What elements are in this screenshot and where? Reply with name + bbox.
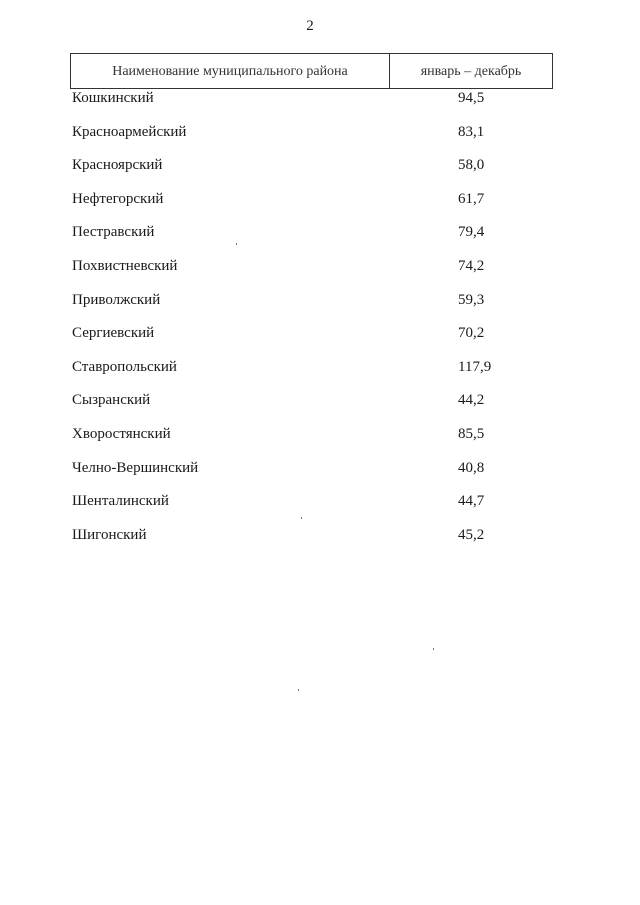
district-value: 83,1 — [458, 123, 485, 140]
district-name: Сызранский — [72, 392, 151, 409]
district-name: Шигонский — [72, 526, 147, 543]
district-value: 40,8 — [458, 459, 485, 476]
table-row — [72, 288, 552, 322]
district-name: Хворостянский — [72, 425, 171, 442]
table-row — [72, 456, 552, 490]
district-value: 45,2 — [458, 526, 485, 543]
district-name: Красноармейский — [72, 123, 187, 140]
district-value: 61,7 — [458, 190, 485, 207]
table-row — [72, 321, 552, 355]
district-value: 117,9 — [458, 358, 492, 375]
table-body — [72, 86, 552, 556]
table-row — [72, 489, 552, 523]
scan-speck — [236, 243, 237, 245]
district-value: 70,2 — [458, 325, 485, 342]
district-name: Сергиевский — [72, 325, 155, 342]
table-row — [72, 120, 552, 154]
district-value: 44,2 — [458, 392, 485, 409]
district-name: Красноярский — [72, 157, 163, 174]
table-row — [72, 220, 552, 254]
table-row — [72, 355, 552, 389]
scan-speck — [298, 689, 299, 691]
district-value: 85,5 — [458, 425, 485, 442]
table-row — [72, 422, 552, 456]
page-number: 2 — [306, 18, 314, 34]
scan-speck — [301, 517, 302, 519]
column-header-period: январь – декабрь — [420, 64, 522, 79]
district-value: 79,4 — [458, 224, 485, 241]
table-row — [72, 388, 552, 422]
table-header — [70, 53, 553, 89]
table-row — [72, 254, 552, 288]
district-name: Челно-Вершинский — [72, 459, 199, 476]
district-value: 58,0 — [458, 157, 485, 174]
district-name: Нефтегорский — [72, 190, 164, 207]
district-name: Кошкинский — [72, 90, 154, 106]
district-name: Шенталинский — [72, 493, 169, 510]
district-value: 44,7 — [458, 493, 485, 510]
table-row — [72, 86, 552, 120]
table-row — [72, 187, 552, 221]
scan-speck — [433, 648, 434, 650]
column-header-district-name: Наименование муниципального района — [71, 54, 390, 88]
table-row — [72, 153, 552, 187]
table-row — [72, 523, 552, 557]
district-name: Похвистневский — [72, 257, 178, 274]
district-value: 74,2 — [458, 257, 485, 274]
district-name: Приволжский — [72, 291, 161, 308]
district-name: Пестравский — [72, 224, 155, 241]
district-value: 94,5 — [458, 90, 485, 106]
district-name: Ставропольский — [72, 358, 177, 375]
district-value: 59,3 — [458, 291, 485, 308]
